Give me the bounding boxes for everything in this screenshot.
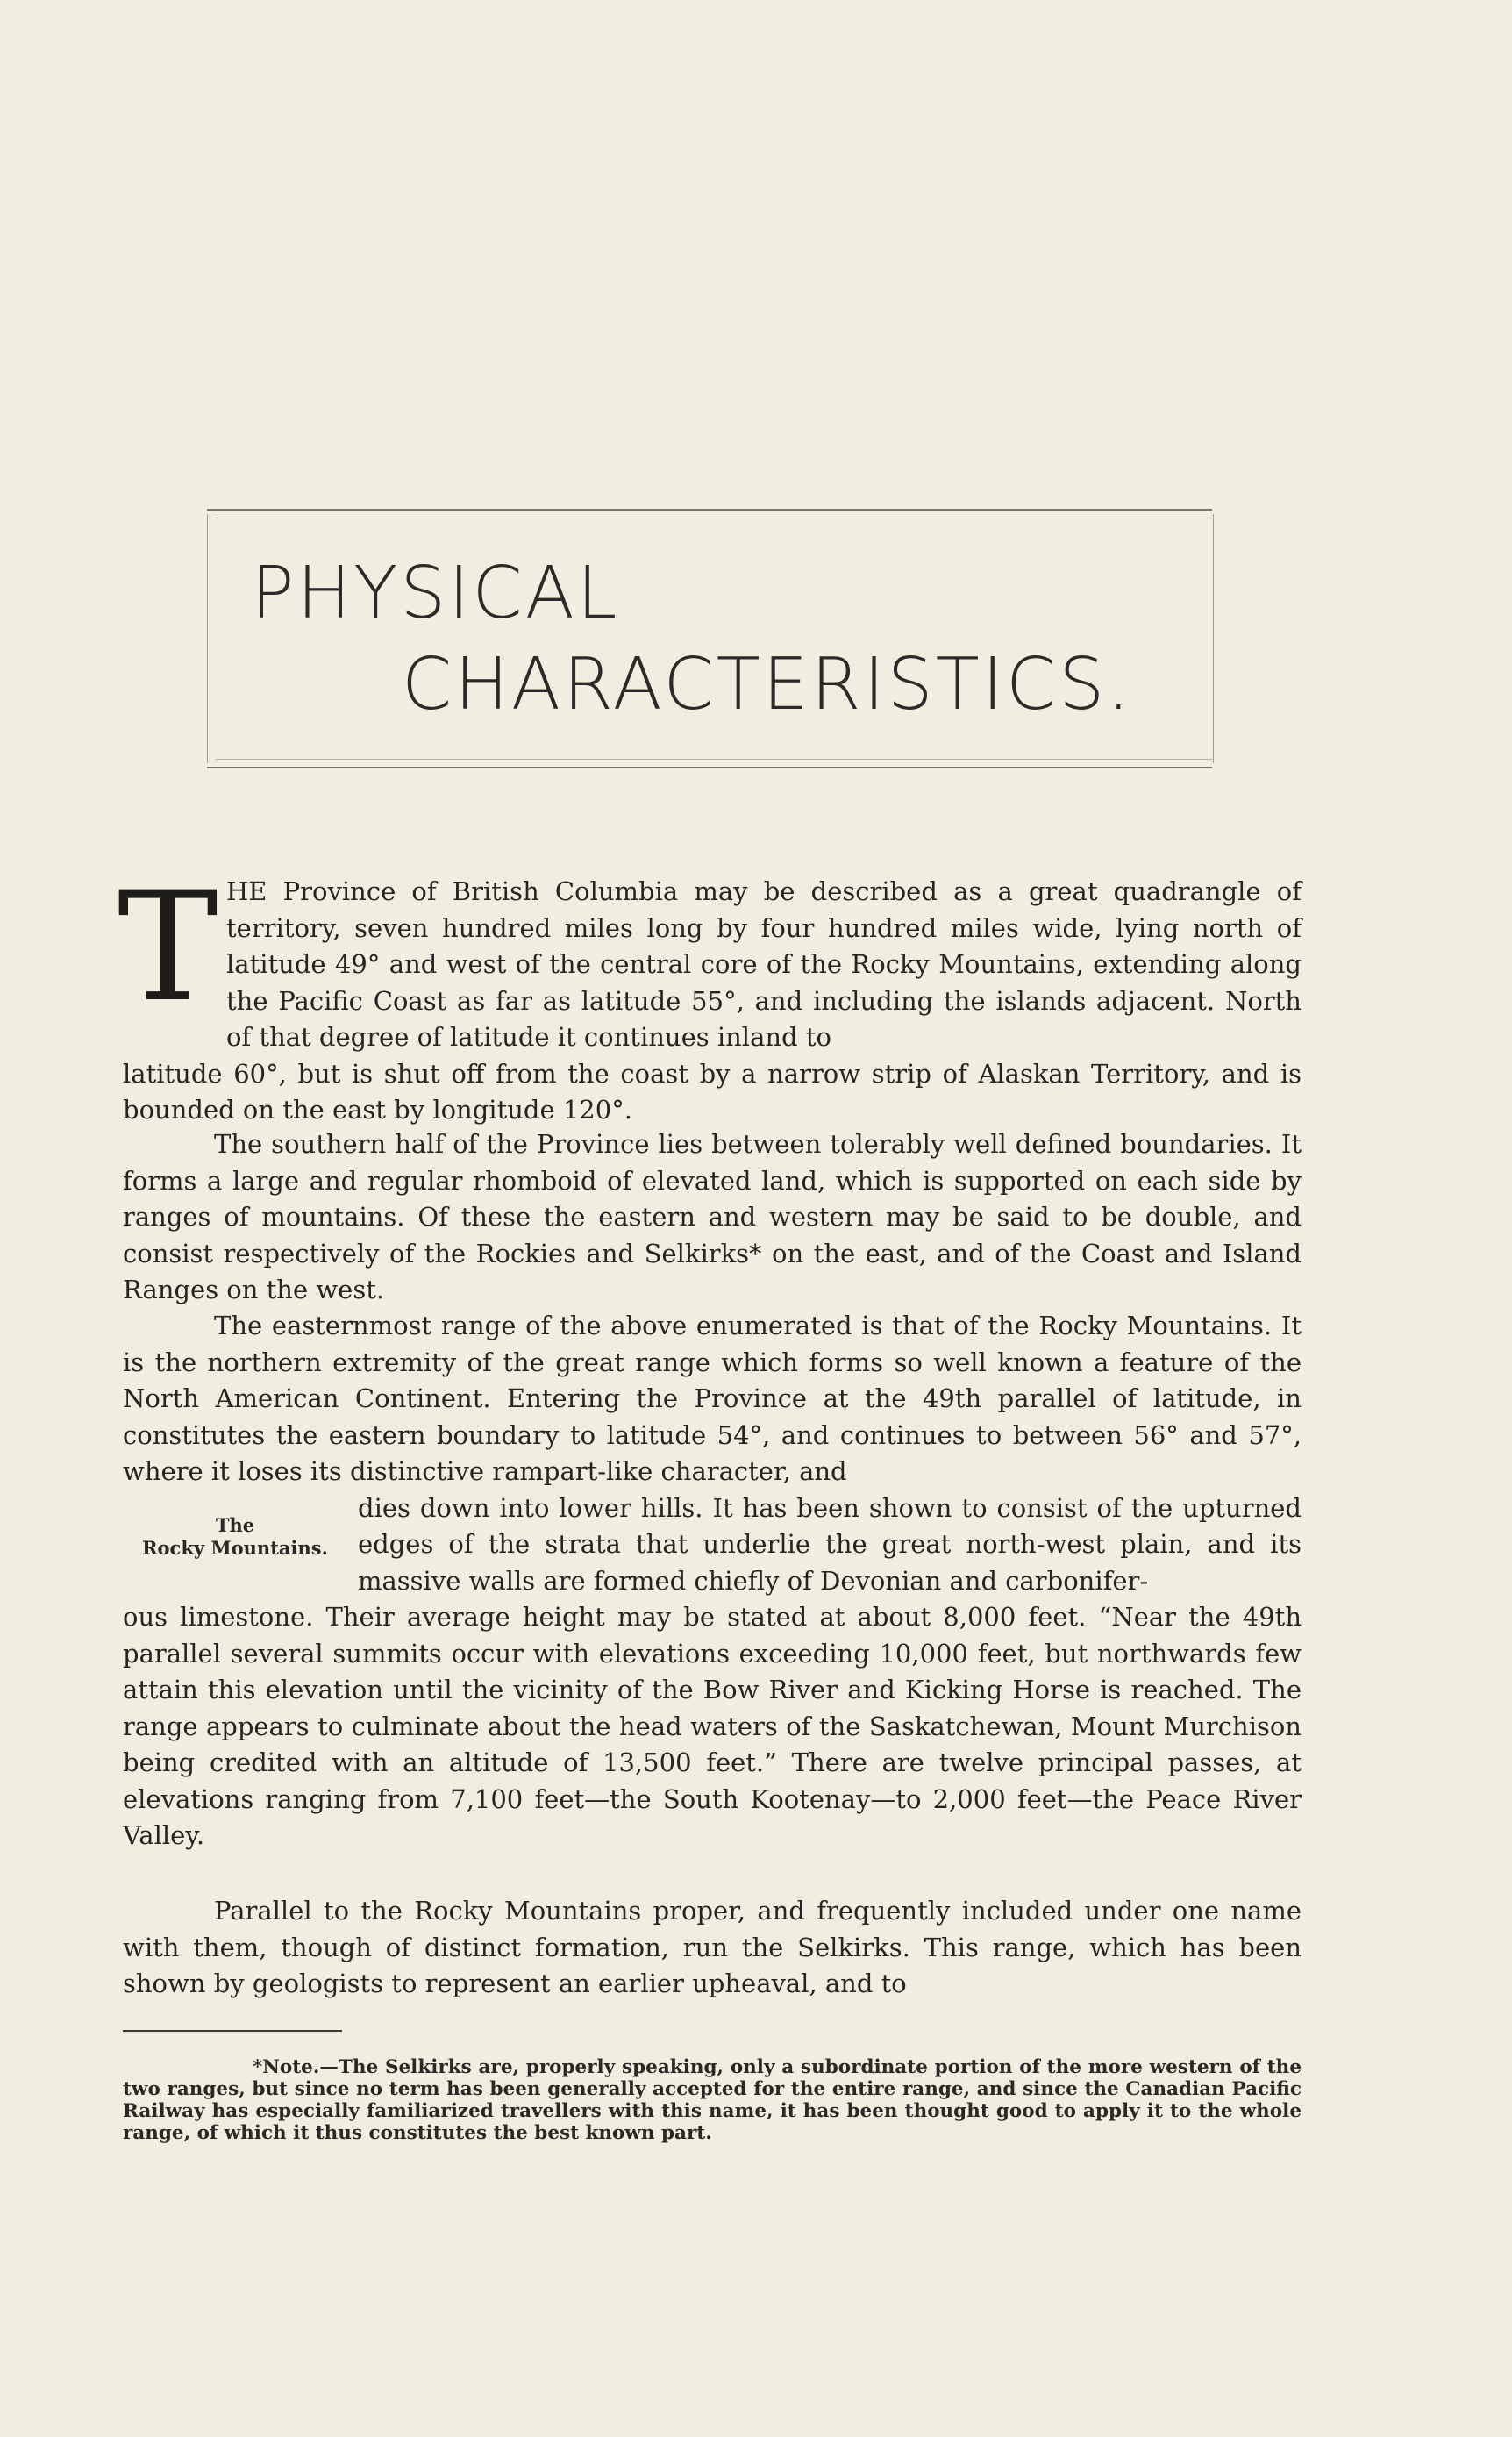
paragraph-3-part-c: ous limestone. Their average height may be stated at about 8,000 feet. “Near the 49th parallel several summits occur with elevations exceeding 10,000 feet, but northwards few attain this elevation until the vicinity of the Bow River and Kicking Horse is reached. The range appears to culminate about the head waters of the Saskatchewan, Mount Murchison being credited with an altitude of 13,500 feet.” There are twelve principal passes, at elevations ranging from 7,100 feet—the South Kootenay—to 2,000 feet—the Peace River Valley. <box>123 1602 1302 1850</box>
title-left-rule <box>207 514 208 763</box>
margin-note-line-2: Rocky Mountains. <box>142 1537 328 1559</box>
footnote <box>123 2056 1302 2144</box>
paragraph-2: The southern half of the Province lies between tolerably well defined boundaries. It forms a large and regular rhomboid of elevated land, which is supported on each side by ranges of mountains. Of these the eastern and western may be said to be double, and consist respectively of the Rockies and Selkirks* on the east, and of the Coast and Island Ranges on the west. <box>123 1129 1302 1304</box>
title-right-rule <box>1213 514 1214 763</box>
margin-note <box>130 1514 340 1560</box>
paragraph-3-part-b: dies down into lower hills. It has been shown to consist of the upturned edges of the strata that underlie the great north-west plain, and its massive walls are formed chiefly of Devonian and carbonifer- <box>358 1492 1302 1596</box>
paragraph-3 <box>123 1308 1302 1855</box>
title-box <box>207 509 1212 768</box>
footnote-text: *Note.—The Selkirks are, properly speaking, only a subordinate portion of the more western of the two ranges, but since no term has been generally accepted for the entire range, and since the Canadian Pacific Railway has especially familiarized travellers with this name, it has been thought good to apply it to the whole range, of which it thus constitutes the best known part. <box>123 2056 1302 2144</box>
page-title-line-1: PHYSICAL <box>251 552 620 635</box>
drop-cap: T <box>118 859 218 1035</box>
paragraph-3-part-a: The easternmost range of the above enumerated is that of the Rocky Mountains. It is the northern extremity of the great range which forms so well known a feature of the North American Continent. Entering the Province at the 49th parallel of latitude, in constitutes the eastern boundary to latitude 54°, and continues to between 56° and 57°, where it loses its distinctive rampart-like character, and <box>123 1311 1302 1486</box>
margin-note-line-1: The <box>215 1514 255 1536</box>
paragraph-1-rest: latitude 60°, but is shut off from the coast by a narrow strip of Alaskan Territory, and is bounded on the east by longitude 120°. <box>123 1058 1302 1125</box>
paragraph-4: Parallel to the Rocky Mountains proper, and frequently included under one name with them, though of distinct formation, run the Selkirks. This range, which has been shown by geologists to represent an earlier upheaval, and to <box>123 1896 1302 1998</box>
footnote-rule <box>123 2030 342 2032</box>
paragraph-1 <box>123 874 1302 1129</box>
paragraph-1-lead: HE Province of British Columbia may be described as a great quadrangle of territory, seven hundred miles long by four hundred miles wide, lying north of latitude 49° and west of the central core of the Rocky Mountains, extending along the Pacific Coast as far as latitude 55°, and including the islands adjacent. North of that degree of latitude it continues inland to <box>226 876 1302 1052</box>
page-title-line-2: CHARACTERISTICS. <box>402 643 1133 726</box>
